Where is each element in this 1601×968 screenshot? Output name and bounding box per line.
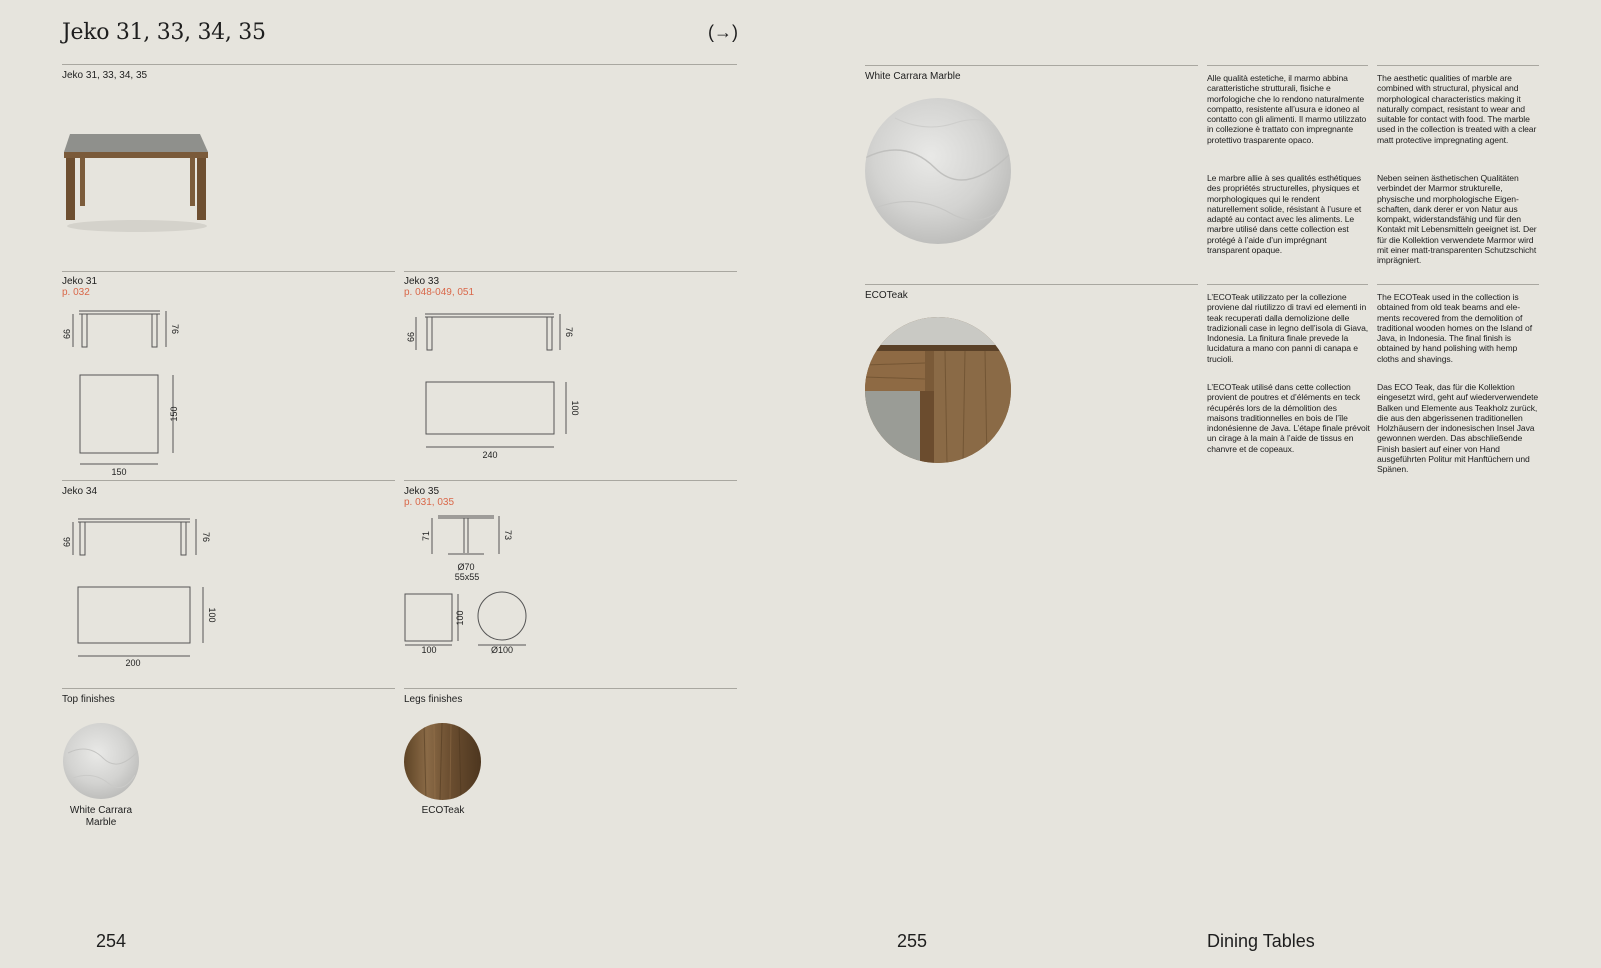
- description-it: L’ECOTeak utilizzato per la collezione proviene dal riutilizzo di travi ed elementi in teak recuperati dalla demolizione delle tradizionali case in legno dell’isola di Giava, Indonesia. La finitura finale prevede la lucidatura a mano con panni di canapa e trucioli.: [1207, 292, 1369, 364]
- dimension-label: 100: [207, 607, 217, 623]
- description-fr: Le marbre allie à ses qualités esthétiques des propriétés structurelles, physiques et morphologiques qui le rendent naturellement solide, résistant à l’usure et adapté au contact avec les aliments. Le marbre utilisé dans cette collection est protégé à l’aide d’un imprégnant transparent opaque.: [1207, 173, 1362, 256]
- description-it: Alle qualità estetiche, il marmo abbina caratteristiche strutturali, fisiche e morfologiche che lo rendono naturalmente compatto, resistente all’usura e idoneo al contatto con gli alimenti. Il marmo utilizzato in collezione è trattato con impregnante protettivo trasparente opaco.: [1207, 73, 1367, 145]
- page-reference[interactable]: p. 048-049, 051: [404, 287, 475, 298]
- page-title: Jeko 31, 33, 34, 35: [62, 20, 266, 45]
- divider: [1377, 65, 1539, 66]
- description-fr: L’ECOTeak utilisé dans cette collection provient de poutres et d’éléments en teck récupérés lors de la démolition des maisons traditionnelles en bois de l’île indonésienne de Java. L’étape finale prévoit un cirage à la main à l’aide de tissus en chanvre et de copeaux.: [1207, 382, 1370, 454]
- dimension-label: 100: [421, 645, 437, 655]
- page-reference[interactable]: p. 032: [62, 287, 90, 298]
- divider: [865, 284, 1198, 285]
- divider: [404, 688, 737, 689]
- page-number: 255: [897, 931, 928, 951]
- divider: [62, 64, 737, 65]
- dimension-label: 240: [482, 450, 498, 460]
- dimension-label: 55x55: [454, 572, 480, 582]
- marble-swatch[interactable]: [63, 723, 139, 799]
- section-title: Dining Tables: [1207, 931, 1315, 951]
- dimension-label: 76: [201, 531, 211, 543]
- divider: [865, 65, 1198, 66]
- swatch-label: White Carrara Marble: [69, 805, 133, 828]
- model-name: Jeko 34: [62, 486, 98, 497]
- divider: [404, 480, 737, 481]
- description-de: Das ECO Teak, das für die Kollektion eingesetzt wird, geht auf wiederverwendete Balken und Elemente aus Teakholz zurück, die aus den abgerissenen traditionellen Holzhäusern der indonesischen Insel Java gewonnen werden. Das abschließende Finish basiert auf einer von Hand ausgeführten Politur mit Hanftüchern und Spänen.: [1377, 382, 1539, 475]
- description-de: Neben seinen ästhetischen Qualitäten verbindet der Marmor strukturelle, physische und morphologische Eigenschaften, dank derer er von Natur aus kompakt, widerstandsfähig und für den Kontakt mit Lebensmitteln geeignet ist. Der für die Kollektion verwendete Marmor wird mit einer matt-transparenten Schutzschicht imprägniert.: [1377, 173, 1537, 266]
- jeko-35-drawing: [400, 512, 540, 657]
- dimension-label: 76: [564, 326, 574, 338]
- arrow-right-icon[interactable]: (→): [708, 22, 738, 42]
- swatch-label: ECOTeak: [421, 805, 465, 816]
- table-product-image: [62, 128, 212, 234]
- dimension-label: Ø100: [490, 645, 514, 655]
- description-en: The aesthetic qualities of marble are combined with structural, physical and morphological characteristics making it naturally compact, resistant to wear and suitable for contact with food. The marble used in the collection is treated with a clear matt protective impregnating agent.: [1377, 73, 1537, 145]
- dimension-label: 76: [170, 323, 180, 335]
- dimension-label: 150: [111, 467, 127, 477]
- dimension-label: 150: [169, 406, 179, 422]
- divider: [404, 271, 737, 272]
- model-name: Jeko 35: [404, 486, 440, 497]
- divider: [62, 688, 395, 689]
- dimension-label: 66: [406, 331, 416, 343]
- jeko-34-drawing: [60, 513, 220, 673]
- teak-image: [865, 317, 1011, 463]
- material-name: White Carrara Marble: [865, 71, 961, 82]
- page-number: 254: [96, 931, 127, 951]
- dimension-label: 100: [570, 400, 580, 416]
- legs-finishes-label: Legs finishes: [404, 694, 463, 705]
- marble-image: [865, 98, 1011, 244]
- dimension-label: 71: [421, 530, 431, 542]
- dimension-label: 100: [455, 610, 465, 626]
- divider: [1377, 284, 1539, 285]
- divider: [62, 271, 395, 272]
- dimension-label: 200: [125, 658, 141, 668]
- material-name: ECOTeak: [865, 290, 908, 301]
- dimension-label: 73: [503, 529, 513, 541]
- jeko-33-drawing: [402, 308, 582, 463]
- divider: [1207, 284, 1368, 285]
- jeko-31-drawing: [60, 305, 185, 480]
- dimension-label: 66: [62, 328, 72, 340]
- model-name: Jeko 33: [404, 276, 440, 287]
- teak-swatch[interactable]: [404, 723, 481, 800]
- description-en: The ECOTeak used in the collection is obtained from old teak beams and elements recovered from the demolition of traditional wooden homes on the Island of Java, in Indonesia. The final finish is obtained by hand polishing with hemp cloths and shavings.: [1377, 292, 1532, 364]
- model-name: Jeko 31: [62, 276, 98, 287]
- dimension-label: 66: [62, 536, 72, 548]
- divider: [1207, 65, 1368, 66]
- collection-label: Jeko 31, 33, 34, 35: [62, 70, 148, 81]
- page-reference[interactable]: p. 031, 035: [404, 497, 455, 508]
- dimension-label: Ø70: [457, 562, 475, 572]
- top-finishes-label: Top finishes: [62, 694, 115, 705]
- divider: [62, 480, 395, 481]
